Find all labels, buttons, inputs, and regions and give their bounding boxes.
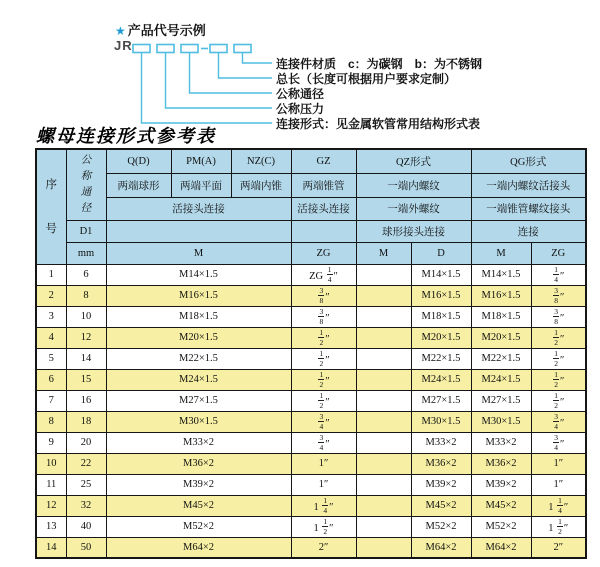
cell-m: M18×1.5 [106, 306, 291, 327]
cell-gz: $\frac{3}{4}$ ″ [291, 411, 356, 432]
cell-mm: 14 [66, 348, 106, 369]
header-nominal-diameter: 公称通径 [66, 149, 106, 220]
table-row [36, 327, 586, 348]
cell-qg-zg: $\frac{3}{8}$ ″ [531, 285, 586, 306]
label-diameter: 公称通径 [276, 87, 325, 101]
cell-seq: 8 [36, 411, 66, 432]
cell-mm: 12 [66, 327, 106, 348]
cell-qg-m: M36×2 [471, 453, 531, 474]
cell-gz: $\frac{1}{2}$ ″ [291, 390, 356, 411]
connector-line-material [243, 53, 273, 63]
cell-m: M33×2 [106, 432, 291, 453]
header-qg: QG形式 [471, 149, 586, 173]
header-d1: D1 [66, 220, 106, 242]
diagram-title [115, 20, 206, 39]
cell-qz-d: M18×1.5 [411, 306, 471, 327]
cell-qz-m [356, 432, 411, 453]
cell-gz: 1″ [291, 453, 356, 474]
header-row-conn-types [36, 197, 586, 220]
connector-line-diameter [190, 53, 273, 93]
cell-qz-d: M16×1.5 [411, 285, 471, 306]
table-title: 螺母连接形式参考表 [36, 126, 216, 146]
cell-qz-m [356, 516, 411, 537]
header-row-d1 [36, 220, 586, 242]
connector-line-length [219, 53, 273, 78]
table-row [36, 516, 586, 537]
header-row-groups [36, 149, 586, 173]
unit-m-qz: M [356, 242, 411, 264]
cell-qg-zg: $\frac{3}{8}$ ″ [531, 306, 586, 327]
cell-m: M22×1.5 [106, 348, 291, 369]
cell-qz-m [356, 411, 411, 432]
cell-mm: 25 [66, 474, 106, 495]
end-type-qg: 一端内螺纹活接头 [471, 173, 586, 197]
conn-row4-qg: 连接 [471, 220, 586, 242]
cell-mm: 20 [66, 432, 106, 453]
cell-mm: 8 [66, 285, 106, 306]
unit-m-left: M [106, 242, 291, 264]
cell-mm: 18 [66, 411, 106, 432]
cell-qz-m [356, 327, 411, 348]
end-type-gz: 两端锥管 [291, 173, 356, 197]
cell-m: M24×1.5 [106, 369, 291, 390]
cell-qz-d: M39×2 [411, 474, 471, 495]
cell-gz: 1 $\frac{1}{4}$ ″ [291, 495, 356, 516]
cell-qg-zg: $\frac{1}{4}$ ″ [531, 264, 586, 285]
cell-gz: $\frac{3}{4}$ ″ [291, 432, 356, 453]
end-type-pm: 两端平面 [171, 173, 231, 197]
cell-qg-m: M20×1.5 [471, 327, 531, 348]
table-header [36, 149, 586, 264]
cell-gz: $\frac{3}{8}$ ″ [291, 285, 356, 306]
cell-qz-d: M20×1.5 [411, 327, 471, 348]
cell-mm: 16 [66, 390, 106, 411]
cell-gz: ZG $\frac{1}{4}$ ″ [291, 264, 356, 285]
table-row [36, 390, 586, 411]
cell-qz-d: M22×1.5 [411, 348, 471, 369]
unit-d-qz: D [411, 242, 471, 264]
cell-m: M27×1.5 [106, 390, 291, 411]
header-q: Q(D) [106, 149, 171, 173]
cell-seq: 3 [36, 306, 66, 327]
header-row-end-types [36, 173, 586, 197]
end-type-nz: 两端内锥 [231, 173, 291, 197]
cell-qz-d: M27×1.5 [411, 390, 471, 411]
cell-qg-m: M22×1.5 [471, 348, 531, 369]
cell-m: M30×1.5 [106, 411, 291, 432]
cell-qg-zg: $\frac{1}{2}$ ″ [531, 348, 586, 369]
cell-gz: 1″ [291, 474, 356, 495]
cell-m: M36×2 [106, 453, 291, 474]
cell-qz-m [356, 285, 411, 306]
cell-gz: $\frac{1}{2}$ ″ [291, 348, 356, 369]
header-nz: NZ(C) [231, 149, 291, 173]
cell-qg-zg: $\frac{1}{2}$ ″ [531, 390, 586, 411]
cell-qz-d: M24×1.5 [411, 369, 471, 390]
cell-qz-m [356, 306, 411, 327]
cell-gz: 2″ [291, 537, 356, 558]
code-box-4 [210, 45, 227, 53]
table-row [36, 537, 586, 558]
cell-qz-d: M64×2 [411, 537, 471, 558]
cell-seq: 5 [36, 348, 66, 369]
cell-m: M20×1.5 [106, 327, 291, 348]
cell-qg-zg: $\frac{3}{4}$ ″ [531, 411, 586, 432]
cell-qg-m: M14×1.5 [471, 264, 531, 285]
cell-qg-zg: 1 $\frac{1}{4}$ ″ [531, 495, 586, 516]
d1-blank-gz [291, 220, 356, 242]
table-row [36, 348, 586, 369]
code-box-3 [181, 45, 198, 53]
conn-type-qpmnz: 活接头连接 [106, 197, 291, 220]
cell-mm: 40 [66, 516, 106, 537]
cell-mm: 50 [66, 537, 106, 558]
cell-gz: $\frac{3}{8}$ ″ [291, 306, 356, 327]
cell-qz-m [356, 348, 411, 369]
header-qz: QZ形式 [356, 149, 471, 173]
cell-qz-m [356, 264, 411, 285]
cell-seq: 14 [36, 537, 66, 558]
diagram-title-text: 产品代号示例 [127, 23, 206, 38]
cell-qg-zg: $\frac{1}{2}$ ″ [531, 369, 586, 390]
cell-seq: 9 [36, 432, 66, 453]
table-row [36, 474, 586, 495]
table-row [36, 495, 586, 516]
cell-qg-m: M16×1.5 [471, 285, 531, 306]
unit-m-qg: M [471, 242, 531, 264]
header-seq: 序号 [36, 149, 66, 264]
cell-qg-m: M52×2 [471, 516, 531, 537]
cell-qz-d: M52×2 [411, 516, 471, 537]
cell-qz-m [356, 474, 411, 495]
table-row [36, 264, 586, 285]
cell-qg-m: M30×1.5 [471, 411, 531, 432]
product-code-prefix: JR [114, 38, 133, 53]
cell-seq: 7 [36, 390, 66, 411]
label-pressure: 公称压力 [276, 102, 325, 116]
cell-qg-zg: 1″ [531, 474, 586, 495]
cell-qz-m [356, 453, 411, 474]
cell-qg-m: M64×2 [471, 537, 531, 558]
table-body [36, 264, 586, 558]
table-row [36, 411, 586, 432]
cell-m: M16×1.5 [106, 285, 291, 306]
cell-seq: 11 [36, 474, 66, 495]
cell-gz: 1 $\frac{1}{2}$ ″ [291, 516, 356, 537]
cell-qz-d: M36×2 [411, 453, 471, 474]
cell-qg-m: M18×1.5 [471, 306, 531, 327]
conn-type-qg: 一端锥管螺纹接头 [471, 197, 586, 220]
end-type-q: 两端球形 [106, 173, 171, 197]
cell-mm: 15 [66, 369, 106, 390]
unit-zg-qg: ZG [531, 242, 586, 264]
cell-qz-m [356, 390, 411, 411]
cell-seq: 12 [36, 495, 66, 516]
nut-connection-table [35, 148, 587, 559]
cell-m: M45×2 [106, 495, 291, 516]
header-mm: mm [66, 242, 106, 264]
table-row [36, 453, 586, 474]
cell-m: M14×1.5 [106, 264, 291, 285]
end-type-qz: 一端内螺纹 [356, 173, 471, 197]
cell-gz: $\frac{1}{2}$ ″ [291, 369, 356, 390]
table-row [36, 432, 586, 453]
table-row [36, 369, 586, 390]
cell-qg-m: M24×1.5 [471, 369, 531, 390]
cell-qg-zg: $\frac{1}{2}$ ″ [531, 327, 586, 348]
code-box-1 [133, 45, 150, 53]
star-icon: ★ [115, 24, 126, 38]
header-row-units [36, 242, 586, 264]
cell-qg-m: M39×2 [471, 474, 531, 495]
cell-qg-m: M45×2 [471, 495, 531, 516]
code-box-5 [234, 45, 251, 53]
cell-qz-d: M33×2 [411, 432, 471, 453]
cell-mm: 32 [66, 495, 106, 516]
cell-qg-m: M33×2 [471, 432, 531, 453]
header-pm: PM(A) [171, 149, 231, 173]
unit-zg-gz: ZG [291, 242, 356, 264]
cell-qz-m [356, 537, 411, 558]
cell-qg-zg: $\frac{3}{4}$ ″ [531, 432, 586, 453]
cell-seq: 6 [36, 369, 66, 390]
cell-m: M52×2 [106, 516, 291, 537]
cell-m: M64×2 [106, 537, 291, 558]
cell-qg-zg: 1 $\frac{1}{2}$ ″ [531, 516, 586, 537]
d1-blank-left [106, 220, 291, 242]
cell-qz-m [356, 495, 411, 516]
cell-qz-m [356, 369, 411, 390]
label-length: 总长（长度可根据用户要求定制） [276, 72, 457, 86]
conn-row4-qz: 球形接头连接 [356, 220, 471, 242]
conn-type-gz: 活接头连接 [291, 197, 356, 220]
header-gz: GZ [291, 149, 356, 173]
conn-type-qz: 一端外螺纹 [356, 197, 471, 220]
label-material: 连接件材质 c：为碳钢 b：为不锈钢 [276, 57, 483, 71]
cell-mm: 22 [66, 453, 106, 474]
cell-qg-m: M27×1.5 [471, 390, 531, 411]
cell-seq: 4 [36, 327, 66, 348]
cell-qz-d: M30×1.5 [411, 411, 471, 432]
cell-m: M39×2 [106, 474, 291, 495]
cell-mm: 10 [66, 306, 106, 327]
table-row [36, 285, 586, 306]
cell-seq: 2 [36, 285, 66, 306]
cell-qz-d: M14×1.5 [411, 264, 471, 285]
table-row [36, 306, 586, 327]
label-conn-form: 连接形式：见金属软管常用结构形式表 [276, 117, 481, 131]
code-box-2 [157, 45, 174, 53]
cell-qg-zg: 1″ [531, 453, 586, 474]
cell-seq: 10 [36, 453, 66, 474]
cell-seq: 1 [36, 264, 66, 285]
cell-seq: 13 [36, 516, 66, 537]
cell-mm: 6 [66, 264, 106, 285]
cell-qz-d: M45×2 [411, 495, 471, 516]
cell-qg-zg: 2″ [531, 537, 586, 558]
cell-gz: $\frac{1}{2}$ ″ [291, 327, 356, 348]
